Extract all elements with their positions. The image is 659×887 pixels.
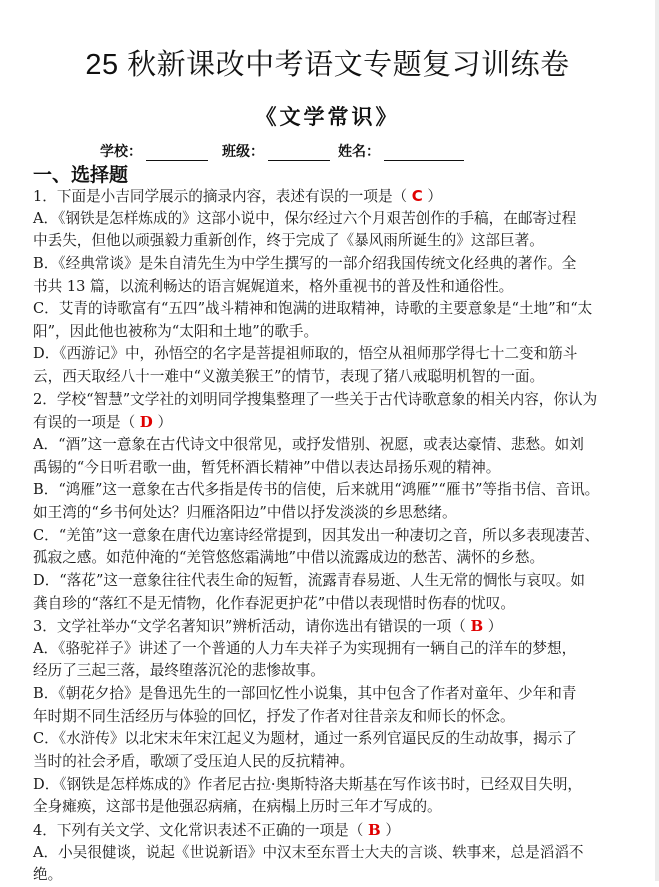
line-text: B．《经典常谈》是朱自清先生为中学生撰写的一部介绍我国传统文化经典的著作。全 (33, 254, 577, 272)
text-line (33, 502, 625, 525)
text-line (33, 728, 625, 751)
line-text: A．《骆驼祥子》讲述了一个普通的人力车夫祥子为实现拥有一辆自己的洋车的梦想， (33, 639, 577, 657)
school-blank[interactable] (146, 146, 208, 161)
line-text: 龚自珍的“落红不是无情物，化作春泥更护花”中借以表现惜时伤春的忧叹。 (33, 594, 515, 612)
line-text: 4．下列有关文学、文化常识表述不正确的一项是（ (33, 821, 368, 839)
line-text: C．“羌笛”这一意象在唐代边塞诗经常提到，因其发出一种凄切之音，所以多表现凄苦、 (33, 526, 600, 544)
text-line (33, 389, 625, 412)
line-text: 全身瘫痪，这部书是他强忍病痛，在病榻上历时三年才写成的。 (33, 798, 442, 816)
line-text: A．小吴很健谈，说起《世说新语》中汉末至东晋士大夫的言谈、轶事来，总是滔滔不 (33, 843, 584, 861)
line-text: D．《西游记》中，孙悟空的名字是菩提祖师取的，悟空从祖师那学得七十二变和筋斗 (33, 345, 578, 363)
text-line (33, 434, 625, 457)
line-text: C．艾青的诗歌富有“五四”战斗精神和饱满的进取精神，诗歌的主要意象是“土地”和“太 (33, 300, 593, 318)
text-line (33, 525, 625, 548)
line-text: 孤寂之感。如范仲淹的“羌管悠悠霜满地”中借以流露成边的愁苦、满怀的乡愁。 (33, 549, 545, 567)
student-info-fields (100, 141, 464, 161)
text-line (33, 751, 625, 774)
line-text: D．《钢铁是怎样炼成的》作者尼古拉·奥斯特洛夫斯基在写作该书时，已经双目失明， (33, 775, 583, 793)
closing-paren: ） (422, 188, 443, 205)
text-line (33, 864, 625, 887)
text-line (33, 230, 625, 253)
answer-letter: C (411, 187, 423, 205)
question-stem-line (33, 615, 625, 638)
line-text: 2．学校“智慧”文学社的刘明同学搜集整理了一些关于古代诗歌意象的相关内容，你认为 (33, 390, 598, 408)
line-text: B．《朝花夕拾》是鲁迅先生的一部回忆性小说集，其中包含了作者对童年、少年和青 (33, 685, 577, 703)
question-stem-line (33, 819, 625, 842)
line-text: 3．文学社举办“文学名著知识”辨析活动，请你选出有错误的一项（ (33, 618, 471, 636)
text-line (33, 593, 625, 616)
text-line (33, 796, 625, 819)
answer-letter: B (368, 820, 381, 839)
scrollbar[interactable] (655, 0, 659, 881)
text-line (33, 479, 625, 502)
line-text: A．“酒”这一意象在古代诗文中很常见，或抒发惜别、祝愿，或表达豪情、悲愁。如刘 (33, 436, 584, 454)
page-title: 25 秋新课改中考语文专题复习训练卷 (85, 49, 570, 81)
text-line (33, 276, 625, 299)
text-line (33, 298, 625, 321)
line-text: 禹锡的“今日听君歌一曲，暂凭杯酒长精神”中借以表达昂扬乐观的精神。 (33, 458, 501, 476)
name-blank[interactable] (384, 146, 464, 161)
text-line (33, 706, 625, 729)
line-text: 绝。 (33, 866, 63, 884)
line-text: A．《钢铁是怎样炼成的》这部小说中，保尔经过六个月艰苦创作的手稿，在邮寄过程 (33, 209, 577, 227)
line-text: 阳”，因此他也被称为“太阳和土地”的歌手。 (33, 322, 319, 340)
line-text: 年时期不同生活经历与体验的回忆，抒发了作者对往昔亲友和师长的怀念。 (33, 707, 515, 725)
line-text: 经历了三起三落，最终堕落沉沦的悲惨故事。 (33, 662, 325, 680)
question-stem-line (33, 411, 625, 434)
class-label: 班级： (222, 144, 264, 160)
text-line (33, 253, 625, 276)
text-line (33, 638, 625, 661)
page-subtitle: 《文学常识》 (255, 104, 400, 129)
closing-paren: ） (152, 414, 173, 432)
line-text: C．《水浒传》以北宋末年宋江起义为题材，通过一系列官逼民反的生动故事，揭示了 (33, 730, 577, 748)
question-stem-line (33, 185, 625, 208)
text-line (33, 570, 625, 593)
text-line (33, 842, 625, 865)
text-line (33, 683, 625, 706)
school-label: 学校： (100, 144, 142, 160)
line-text: B．“鸿雁”这一意象在古代多指是传书的信使，后来就用“鸿雁”“雁书”等指书信、音讯。 (33, 481, 600, 499)
line-text: 1．下面是小吉同学展示的摘录内容，表述有误的一项是（ (33, 188, 412, 205)
answer-letter: D (139, 413, 153, 432)
line-text: 云，西天取经八十一难中“义激美猴王”的情节，表现了猪八戒聪明机智的一面。 (33, 368, 545, 386)
class-blank[interactable] (268, 146, 330, 161)
line-text: D．“落花”这一意象往往代表生命的短暂，流露青春易逝、人生无常的惆怅与哀叹。如 (33, 571, 586, 589)
text-line (33, 366, 625, 389)
closing-paren: ） (483, 618, 503, 636)
text-line (33, 208, 625, 231)
line-text: 书共 13 篇，以流利畅达的语言娓娓道来，格外重视书的普及性和通俗性。 (33, 277, 514, 295)
section-heading: 一、选择题 (33, 164, 129, 186)
text-line (33, 547, 625, 570)
line-text: 中丢失，但他以顽强毅力重新创作，终于完成了《暴风雨所诞生的》这部巨著。 (33, 232, 544, 250)
answer-letter: B (470, 617, 484, 636)
line-text: 如王湾的“乡书何处达？归雁洛阳边”中借以抒发淡淡的乡思愁绪。 (33, 503, 457, 521)
question-body (33, 185, 625, 887)
text-line (33, 343, 625, 366)
text-line (33, 660, 625, 683)
text-line (33, 774, 625, 797)
line-text: 有误的一项是（ (33, 414, 140, 432)
name-label: 姓名： (338, 144, 380, 160)
text-line (33, 457, 625, 480)
text-line (33, 321, 625, 344)
closing-paren: ） (380, 821, 400, 839)
line-text: 当时的社会矛盾，歌颂了受压迫人民的反抗精神。 (33, 753, 355, 771)
